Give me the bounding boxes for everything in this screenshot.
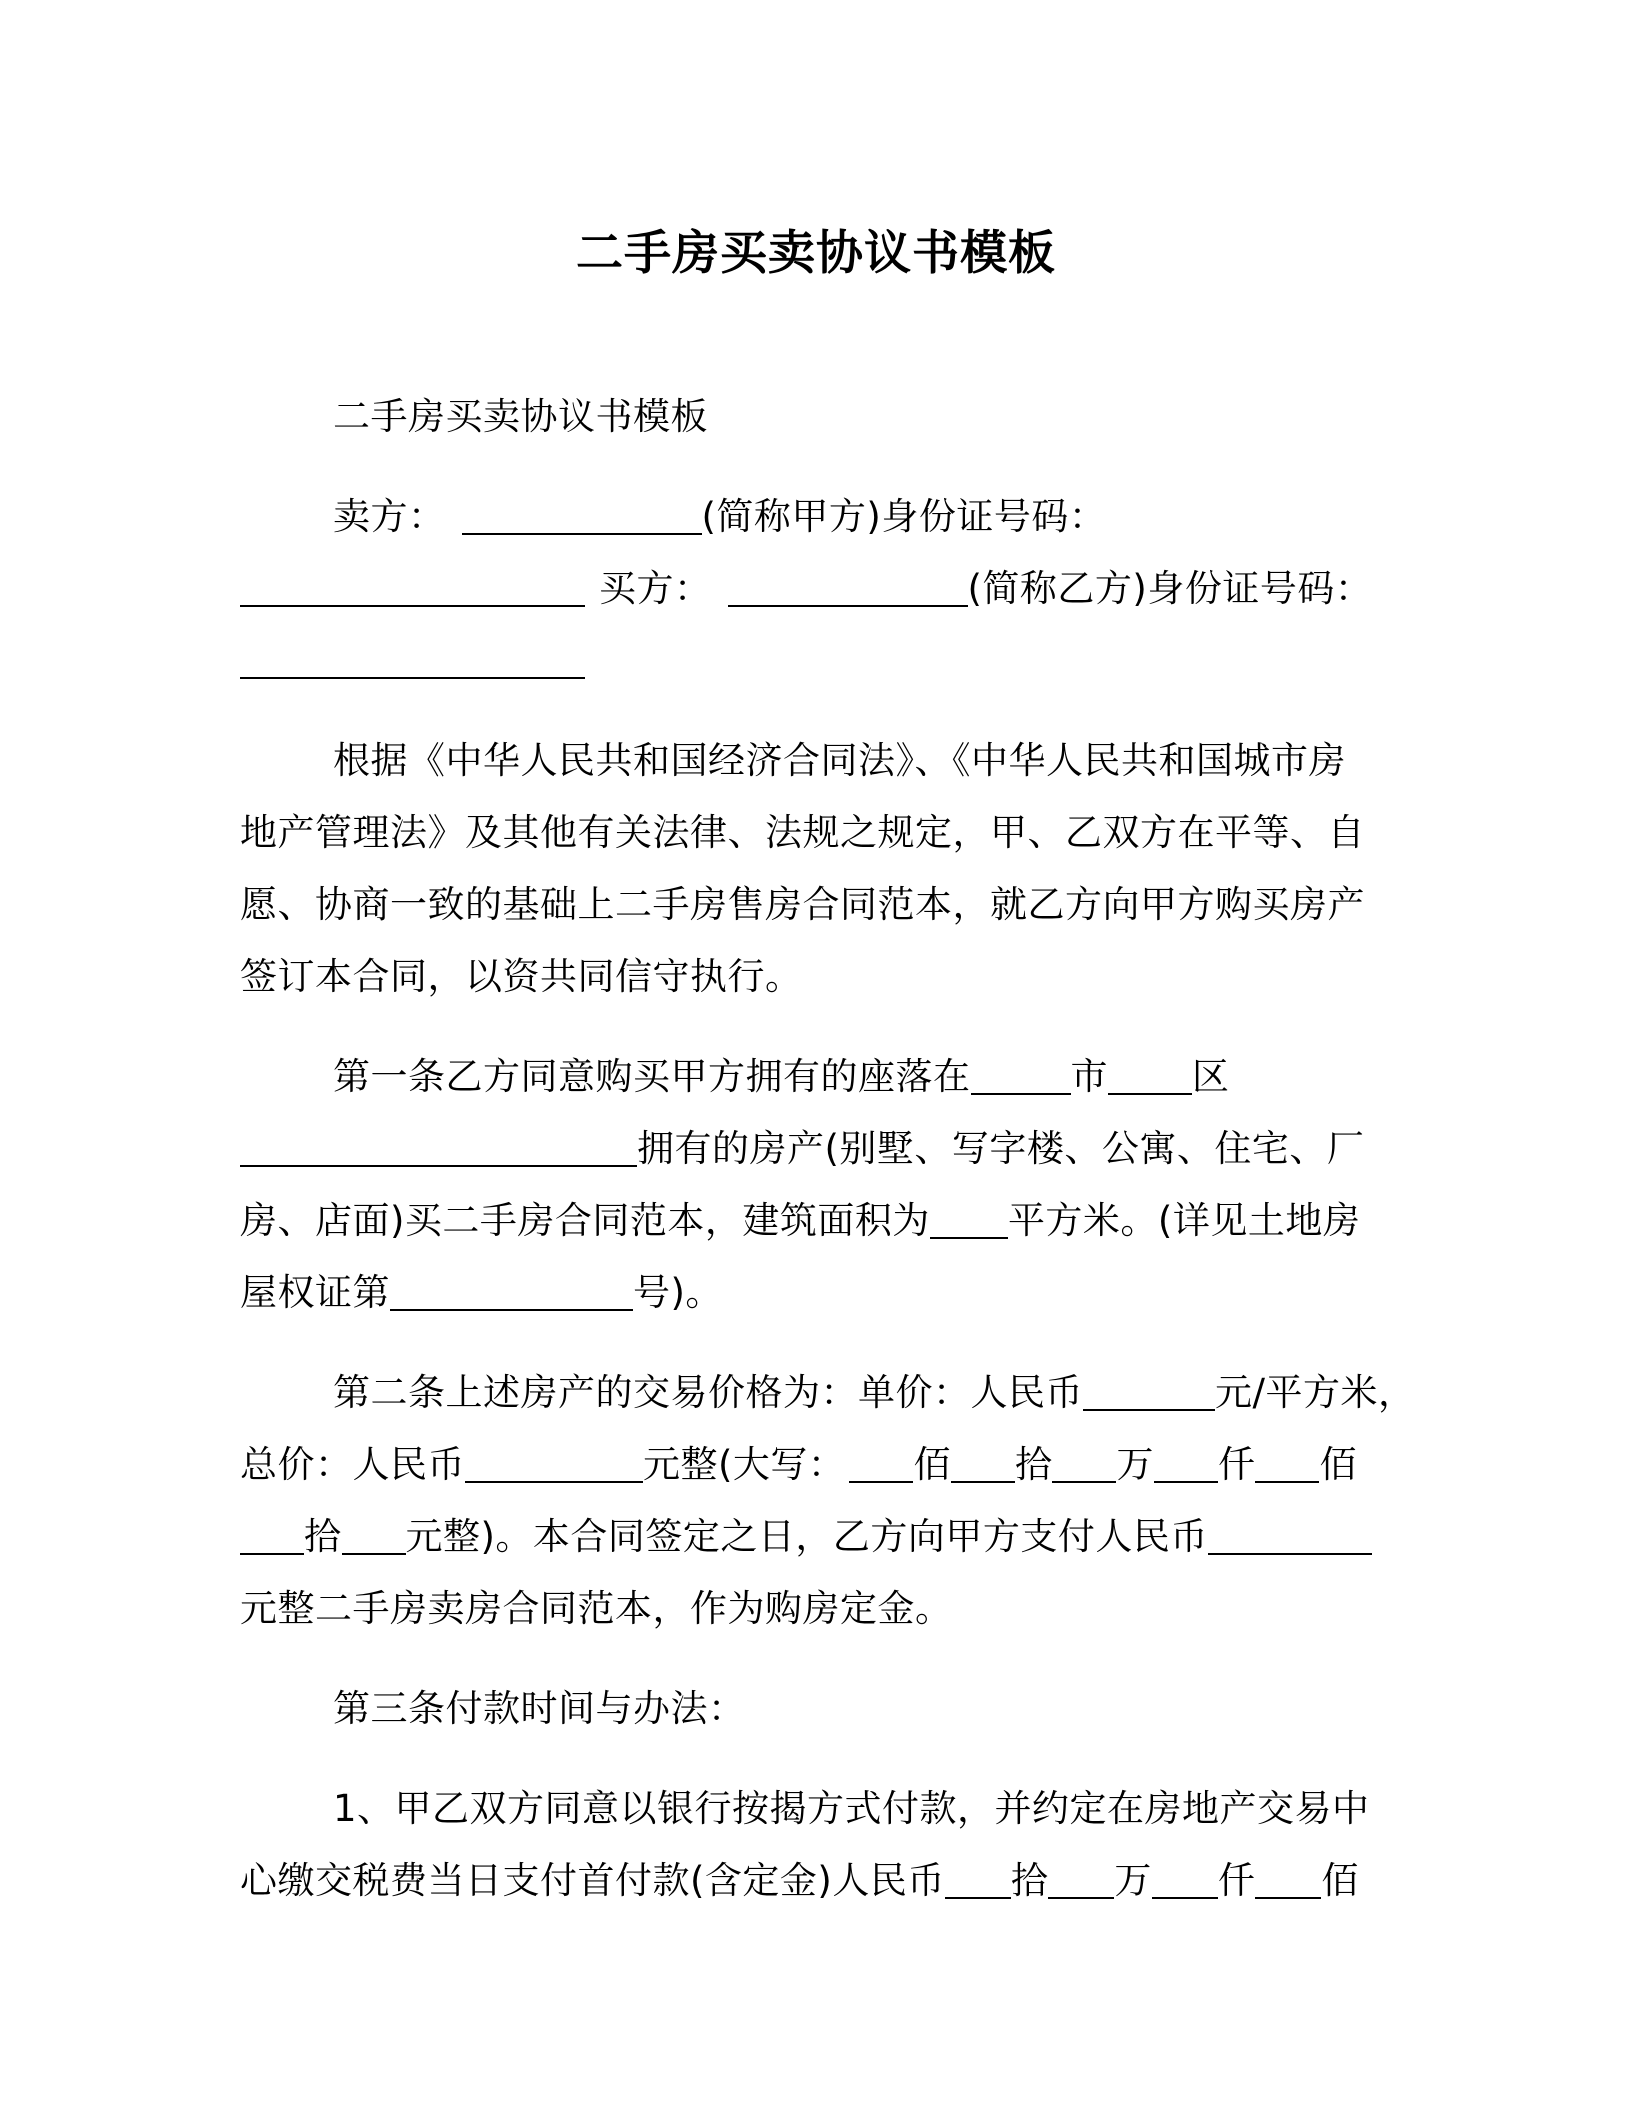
article1-text-b: 市: [1070, 1055, 1108, 1098]
buyer-suffix: (简称乙方)身份证号码：: [967, 567, 1373, 610]
total-shi2-blank: [240, 1513, 304, 1555]
article2-text-b: 元/平方米，: [1215, 1371, 1416, 1414]
article2-text-e: 元整)。本合同签定之日，乙方向甲方支付人民币: [405, 1515, 1208, 1558]
subtitle: 二手房买卖协议书模板: [333, 395, 708, 438]
article3-item1-line-1: 1、甲乙双方同意以银行按揭方式付款，并约定在房地产交易中: [333, 1787, 1370, 1830]
down-unit-bai: 佰: [1321, 1859, 1359, 1902]
preamble-line-2: 地产管理法》及其他有关法律、法规之规定，甲、乙双方在平等、自: [240, 811, 1365, 854]
certificate-no-blank: [390, 1269, 633, 1311]
seller-line: [333, 492, 1106, 542]
document-title: 二手房买卖协议书模板: [576, 226, 1056, 281]
total-wan-blank: [1052, 1441, 1116, 1483]
article1-text-g: 屋权证第: [240, 1271, 390, 1314]
total-yuan-blank: [342, 1513, 406, 1555]
unit-price-blank: [1083, 1369, 1215, 1411]
article1-text-a: 第一条乙方同意购买甲方拥有的座落在: [333, 1055, 971, 1098]
article1-text-d: 拥有的房产(别墅、写字楼、公寓、住宅、厂: [637, 1127, 1365, 1170]
unit-qian: 仟: [1217, 1443, 1256, 1486]
seller-name-blank: [462, 493, 702, 535]
address-blank: [240, 1125, 637, 1167]
unit-bai: 佰: [913, 1443, 951, 1486]
article1-line-1: [333, 1052, 1230, 1102]
buyer-line: [240, 564, 1372, 614]
total-qian-blank: [1154, 1441, 1218, 1483]
article2-text-a: 第二条上述房产的交易价格为：单价：人民币: [333, 1371, 1083, 1414]
unit-bai-2: 佰: [1319, 1443, 1357, 1486]
article1-text-e: 房、店面)买二手房合同范本，建筑面积为: [240, 1199, 930, 1242]
down-unit-qian: 仟: [1217, 1859, 1256, 1902]
down-shi-blank: [945, 1857, 1011, 1899]
area-blank: [930, 1197, 1008, 1239]
buyer-id-line: [240, 636, 585, 686]
article2-text-c: 总价：人民币: [240, 1443, 465, 1486]
total-shi-blank: [951, 1441, 1015, 1483]
total-bai-blank: [849, 1441, 913, 1483]
down-unit-shi: 拾: [1010, 1859, 1049, 1902]
down-unit-wan: 万: [1114, 1859, 1152, 1902]
seller-id-blank: [240, 565, 585, 607]
article1-line-2: [240, 1124, 1364, 1174]
unit-wan: 万: [1116, 1443, 1154, 1486]
article1-line-3: [240, 1196, 1360, 1246]
article1-text-f: 平方米。(详见土地房: [1007, 1199, 1361, 1242]
seller-suffix: (简称甲方)身份证号码：: [701, 495, 1107, 538]
article3-item1-line-2: [240, 1856, 1359, 1906]
deposit-blank: [1208, 1513, 1372, 1555]
preamble-line-4: 签订本合同，以资共同信守执行。: [240, 955, 803, 998]
article1-line-4: [240, 1268, 723, 1318]
article2-text-d: 元整(大写：: [643, 1443, 846, 1486]
article2-line-1: [333, 1368, 1415, 1418]
district-blank: [1108, 1053, 1192, 1095]
article2-line-4: 元整二手房卖房合同范本，作为购房定金。: [240, 1587, 953, 1630]
buyer-name-blank: [728, 565, 968, 607]
total-bai2-blank: [1255, 1441, 1319, 1483]
buyer-id-blank: [240, 637, 585, 679]
article2-line-3: [240, 1512, 1372, 1562]
seller-label: 卖方：: [333, 495, 446, 538]
article3-text-b: 心缴交税费当日支付首付款(含定金)人民币: [240, 1859, 945, 1902]
unit-shi-2: 拾: [304, 1515, 342, 1558]
city-blank: [971, 1053, 1071, 1095]
down-wan-blank: [1048, 1857, 1114, 1899]
article3-title: 第三条付款时间与办法：: [333, 1687, 746, 1730]
down-bai-blank: [1255, 1857, 1321, 1899]
total-price-blank: [465, 1441, 643, 1483]
preamble-line-3: 愿、协商一致的基础上二手房售房合同范本，就乙方向甲方购买房产: [240, 883, 1365, 926]
article1-text-h: 号)。: [633, 1271, 723, 1314]
unit-shi: 拾: [1014, 1443, 1053, 1486]
article2-line-2: [240, 1440, 1357, 1490]
down-qian-blank: [1152, 1857, 1218, 1899]
article1-text-c: 区: [1192, 1055, 1230, 1098]
buyer-label: 买方：: [599, 567, 712, 610]
preamble-line-1: 根据《中华人民共和国经济合同法》、《中华人民共和国城市房: [333, 739, 1346, 782]
